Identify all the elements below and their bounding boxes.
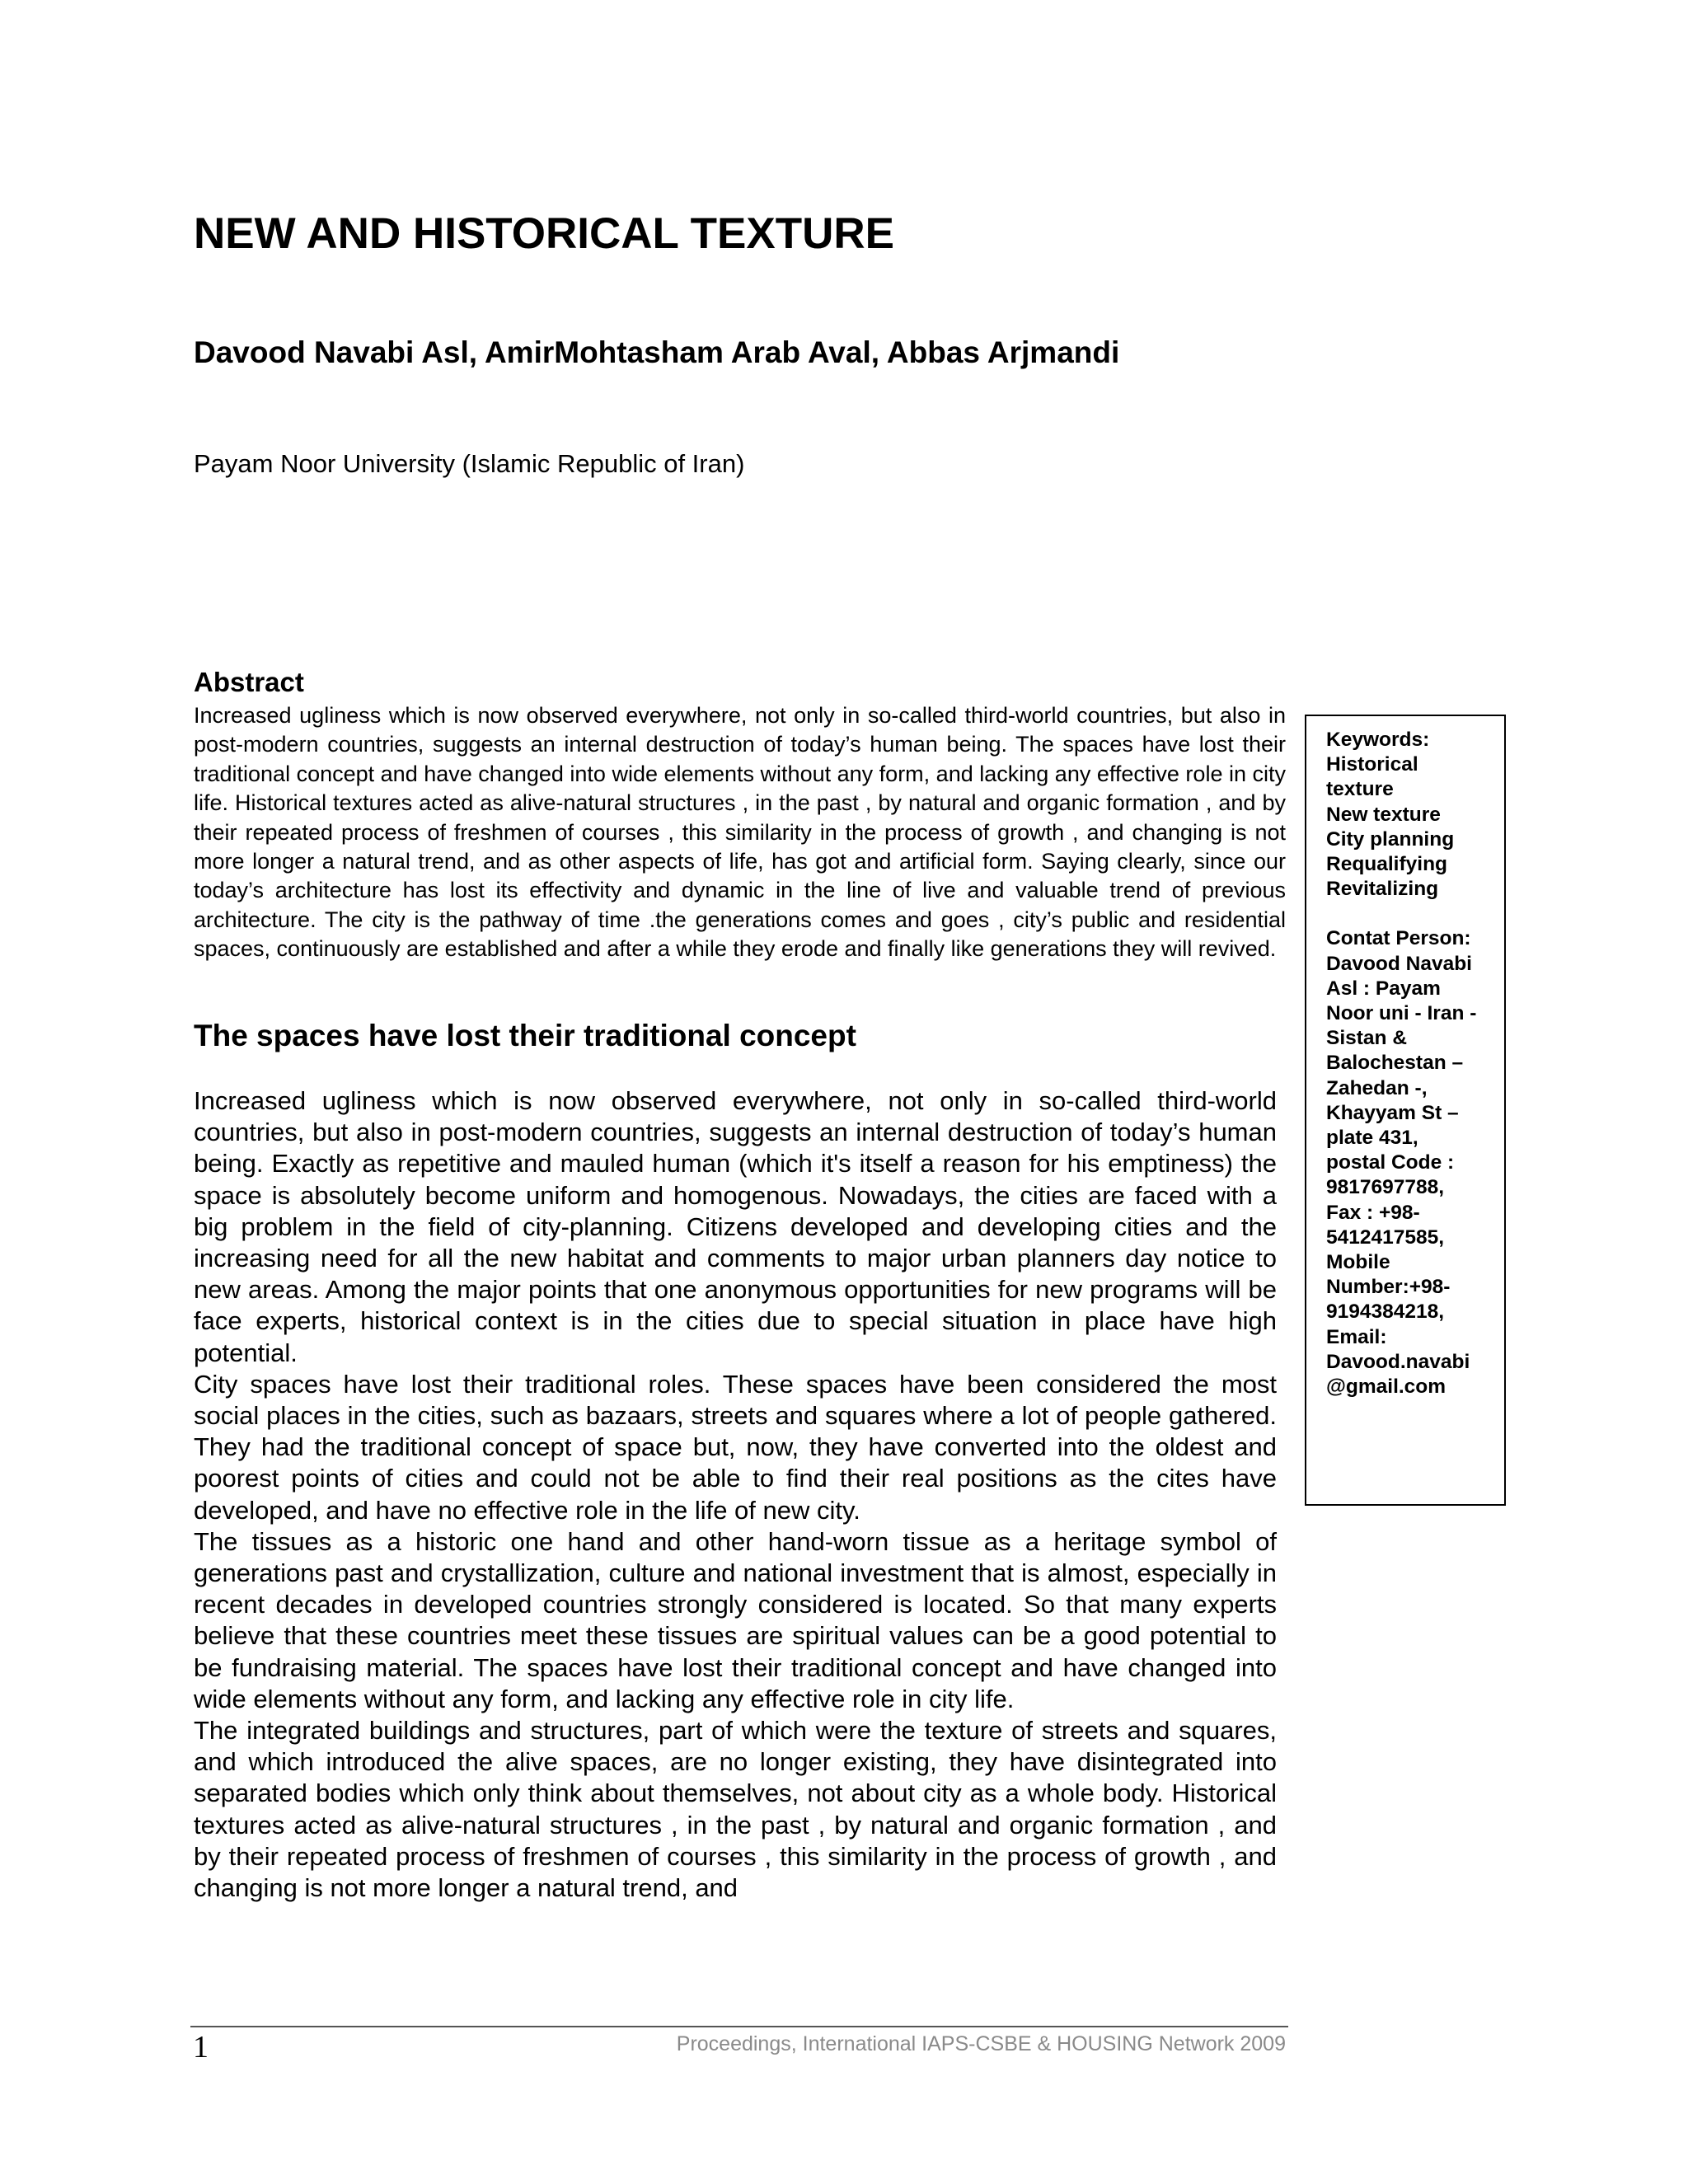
body-paragraph: City spaces have lost their traditional roles. These spaces have been considered the most social places in the cities, such as bazaars, streets and squares where a lot of people gathered. They had the traditional concept of space but, now, they have converted into the oldest and poorest points of cities and could not be able to find their real positions as the cites have developed, and have no effective role in the life of new city. <box>194 1369 1277 1525</box>
keywords-line: Requalifying <box>1326 853 1448 876</box>
paper-title: NEW AND HISTORICAL TEXTURE <box>194 209 894 258</box>
contact-line: Fax : +98- <box>1326 1201 1420 1224</box>
contact-line: Sistan & <box>1326 1027 1408 1050</box>
contact-line: plate 431, <box>1326 1127 1418 1150</box>
body-paragraph: Increased ugliness which is now observed everywhere, not only in so-called third-world countries, but also in post-modern countries, suggests an internal destruction of today’s human being. Exactly as repetitive and mauled human (which it's itself a reason for his emptiness) the space is absolutely become uniform and homogenous. Nowadays, the cities are faced with a big problem in the field of city-planning. Citizens developed and developing cities and the increasing need for all the new habitat and comments to major urban planners day notice to new areas. Among the major points that one anonymous opportunities for new programs will be face experts, historical context is in the cities due to special situation in place have high potential. <box>194 1086 1277 1367</box>
contact-line: Mobile <box>1326 1251 1390 1274</box>
body-paragraph: The integrated buildings and structures, part of which were the texture of streets and squares, and which introduced the alive spaces, are no longer existing, they have disintegrated into separated bodies which only think about themselves, not about city as a whole body. Historical textures acted as alive-natural structures , in the past , by natural and organic formation , and by their repeated process of freshmen of courses , this similarity in the process of growth , and changing is not more longer a natural trend, and <box>194 1716 1277 1903</box>
abstract-text: Increased ugliness which is now observed everywhere, not only in so-called third-world countries, but also in post-modern countries, suggests an internal destruction of today’s human being. The spaces have lost their traditional concept and have changed into wide elements without any form, and lacking any effective role in city life. Historical textures acted as alive-natural structures , in the past , by natural and organic formation , and by their repeated process of freshmen of courses , this similarity in the process of growth , and changing is not more longer a natural trend, and as other aspects of life, has got and artificial form. Saying clearly, since our today’s architecture has lost its effectivity and dynamic in the line of live and valuable trend of previous architecture. The city is the pathway of time .the generations comes and goes , city’s public and residential spaces, continuously are established and after a while they erode and finally like generations they will revived. <box>194 703 1286 962</box>
contact-line: 9817697788, <box>1326 1176 1445 1199</box>
contact-email[interactable]: Davood.navabi <box>1326 1350 1470 1373</box>
contact-line: Khayyam St – <box>1326 1101 1459 1124</box>
body-paragraph: The tissues as a historic one hand and other hand-worn tissue as a heritage symbol of generations past and crystallization, culture and national investment that is almost, especially in recent decades in developed countries strongly considered is located. So that many experts believe that these countries meet these tissues are spiritual values can be a good potential to be fundraising material. The spaces have lost their traditional concept and have changed into wide elements without any form, and lacking any effective role in city life. <box>194 1526 1277 1713</box>
keywords-contact-box <box>1305 715 1506 1506</box>
contact-line: Davood Navabi <box>1326 952 1472 975</box>
keywords-line: City planning <box>1326 827 1455 851</box>
footer-proceedings: Proceedings, International IAPS-CSBE & HOUSING Network 2009 <box>676 2032 1286 2055</box>
contact-line: Contat Person: <box>1326 927 1471 950</box>
contact-line: Balochestan – <box>1326 1052 1464 1075</box>
footer-divider <box>190 2026 1288 2027</box>
keywords-block <box>1326 728 1496 902</box>
contact-line: Zahedan -, <box>1326 1076 1428 1099</box>
keywords-line: Keywords: <box>1326 729 1430 751</box>
contact-line: 5412417585, <box>1326 1226 1445 1249</box>
contact-line: 9194384218, <box>1326 1301 1445 1324</box>
author-list: Davood Navabi Asl, AmirMohtasham Arab Aval, Abbas Arjmandi <box>194 335 1120 369</box>
affiliation: Payam Noor University (Islamic Republic of Iran) <box>194 449 745 478</box>
keywords-line: texture <box>1326 778 1394 801</box>
keywords-line: Historical <box>1326 753 1418 776</box>
page-number: 1 <box>193 2030 209 2064</box>
section-body <box>194 1085 1277 1904</box>
keywords-line: New texture <box>1326 803 1441 826</box>
contact-line: Noor uni - Iran - <box>1326 1002 1477 1025</box>
contact-line: Asl : Payam <box>1326 977 1441 1000</box>
contact-line: postal Code : <box>1326 1151 1455 1174</box>
keywords-line: Revitalizing <box>1326 878 1439 901</box>
abstract-heading: Abstract <box>194 667 304 697</box>
contact-email[interactable]: @gmail.com <box>1326 1376 1447 1399</box>
section-heading: The spaces have lost their traditional concept <box>194 1019 856 1052</box>
contact-line: Email: <box>1326 1325 1387 1348</box>
contact-block <box>1326 926 1496 1399</box>
contact-line: Number:+98- <box>1326 1276 1451 1299</box>
